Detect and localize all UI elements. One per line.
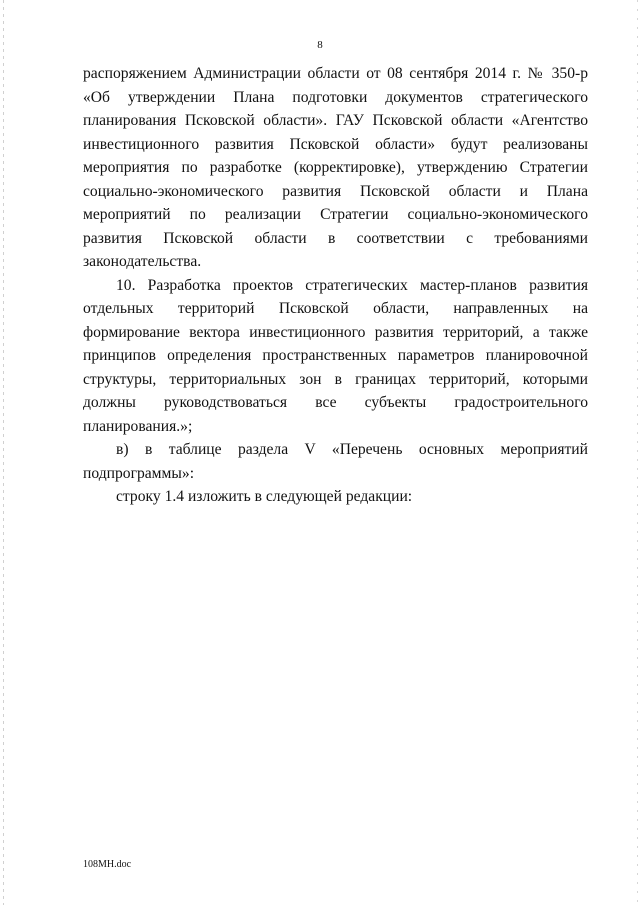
footer-filename: 108МН.doc	[83, 859, 132, 870]
text-line: принципов определения пространственных параметров планировочной	[83, 347, 588, 364]
text-line: распоряжением Администрации области от 08 сентября 2014 г. № 350-р	[83, 65, 588, 82]
text-line: планирования Псковской области». ГАУ Псковской области «Агентство	[83, 112, 588, 129]
scan-edge-right	[637, 0, 638, 905]
scan-edge-left	[3, 0, 4, 905]
text-line: мероприятий по реализации Стратегии социально-экономического	[83, 206, 588, 223]
text-line: строку 1.4 изложить в следующей редакции:	[116, 488, 413, 505]
text-line: отдельных территорий Псковской области, направленных на	[83, 300, 588, 317]
text-line: подпрограммы»:	[83, 464, 195, 482]
text-line: в) в таблице раздела V «Перечень основных мероприятий	[116, 441, 588, 458]
page-number: 8	[317, 39, 323, 51]
paragraph-item-10	[83, 274, 588, 439]
text-line: инвестиционного развития Псковской области» будут реализованы	[83, 135, 588, 153]
paragraph-continuation	[83, 62, 588, 274]
text-line: структуры, территориальных зон в границах территорий, которыми	[83, 370, 588, 388]
text-line: планирования.»;	[83, 417, 193, 435]
body-text	[83, 62, 588, 509]
text-line: социально-экономического развития Псковской области и Плана	[83, 182, 588, 200]
text-line: «Об утверждении Плана подготовки документов стратегического	[83, 88, 588, 106]
paragraph-instruction	[83, 485, 588, 509]
text-line: формирование вектора инвестиционного развития территорий, а также	[83, 323, 588, 341]
text-line: развития Псковской области в соответствии с требованиями	[83, 229, 588, 247]
text-line: должны руководствоваться все субъекты градостроительного	[83, 394, 588, 411]
text-line: законодательства.	[83, 253, 202, 270]
text-line: 10. Разработка проектов стратегических мастер-планов развития	[116, 276, 588, 294]
paragraph-subsection-v	[83, 438, 588, 485]
text-line: мероприятия по разработке (корректировке), утверждению Стратегии	[83, 159, 588, 176]
